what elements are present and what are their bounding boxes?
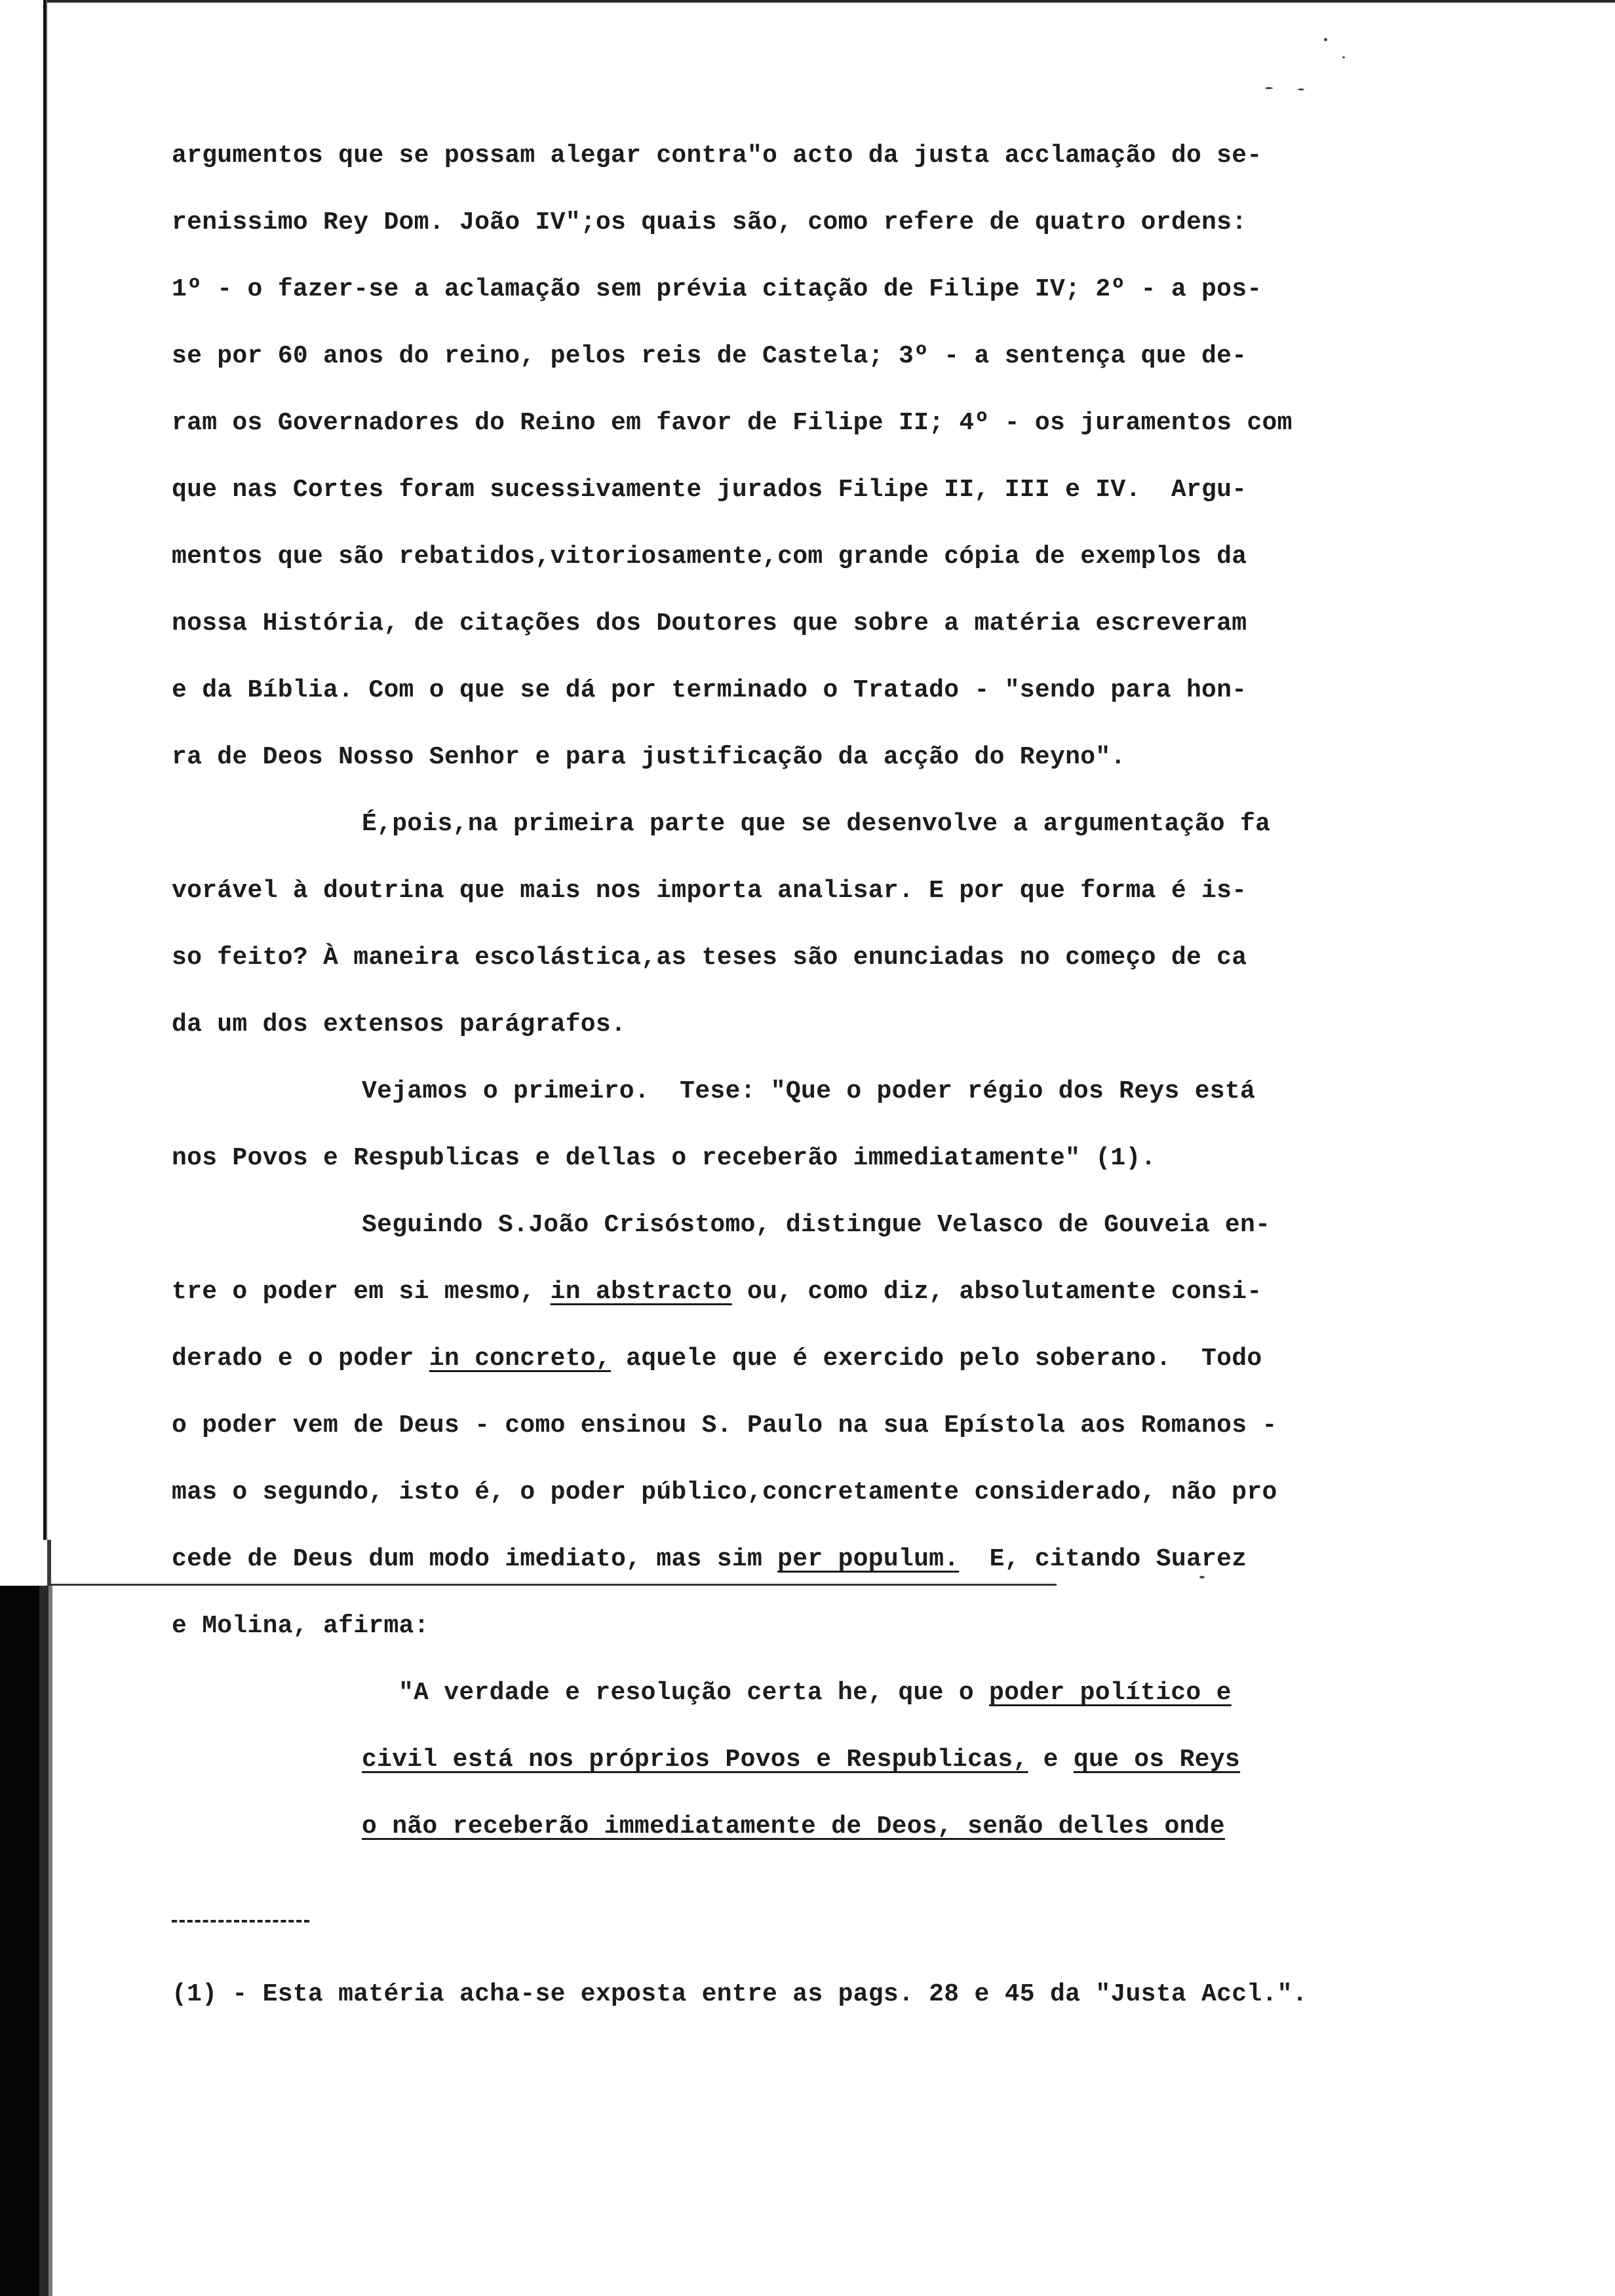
- underlined-phrase: per populum.: [777, 1545, 960, 1573]
- text-line: e da Bíblia. Com o que se dá por terminado o Tratado - "sendo para hon-: [172, 676, 1247, 704]
- text-line: que nas Cortes foram sucessivamente jurados Filipe II, III e IV. Argu-: [172, 476, 1247, 504]
- text-line: 1º - o fazer-se a aclamação sem prévia citação de Filipe IV; 2º - a pos-: [172, 275, 1262, 303]
- text-line: mentos que são rebatidos,vitoriosamente,com grande cópia de exemplos da: [172, 543, 1247, 571]
- text-span: derado e o poder: [172, 1345, 429, 1373]
- text-span: ou, como diz, absolutamente consi-: [731, 1278, 1262, 1306]
- text-line: ra de Deos Nosso Senhor e para justificação da acção do Reyno".: [172, 743, 1126, 771]
- text-span: E, citando Suarez: [959, 1545, 1247, 1573]
- text-line: É,pois,na primeira parte que se desenvolve a argumentação fa: [362, 810, 1271, 838]
- text-span: "A verdade e resolução certa he, que o: [399, 1679, 990, 1707]
- text-line: [172, 1276, 1262, 1308]
- text-line: nossa História, de citações dos Doutores que sobre a matéria escreveram: [172, 609, 1247, 638]
- text-line: e Molina, afirma:: [172, 1612, 429, 1640]
- text-line: Vejamos o primeiro. Tese: "Que o poder régio dos Reys está: [362, 1077, 1256, 1105]
- text-line: se por 60 anos do reino, pelos reis de Castela; 3º - a sentença que de-: [172, 342, 1247, 370]
- text-line: nos Povos e Respublicas e dellas o receberão immediatamente" (1).: [172, 1144, 1156, 1172]
- text-line: da um dos extensos parágrafos.: [172, 1010, 627, 1039]
- text-line: renissimo Rey Dom. João IV";os quais são, como refere de quatro ordens:: [172, 208, 1247, 237]
- text-line: [172, 1544, 1247, 1575]
- text-line: mas o segundo, isto é, o poder público,concretamente considerado, não pro: [172, 1478, 1277, 1506]
- text-line: ram os Governadores do Reino em favor de Filipe II; 4º - os juramentos com: [172, 409, 1293, 437]
- footnote-separator: [172, 1920, 309, 1925]
- underlined-phrase: in abstracto: [550, 1278, 732, 1306]
- underlined-phrase: in concreto,: [429, 1345, 612, 1373]
- text-line: o poder vem de Deus - como ensinou S. Paulo na sua Epístola aos Romanos -: [172, 1411, 1277, 1440]
- underlined-phrase: poder político e: [989, 1679, 1232, 1707]
- footnote: (1) - Esta matéria acha-se exposta entre as pags. 28 e 45 da "Justa Accl.".: [172, 1980, 1308, 2008]
- text-span: cede de Deus dum modo imediato, mas sim: [172, 1545, 778, 1573]
- text-line: Seguindo S.João Crisóstomo, distingue Velasco de Gouveia en-: [362, 1211, 1271, 1239]
- text-span: tre o poder em si mesmo,: [172, 1278, 551, 1306]
- text-span: aquele que é exercido pelo soberano. Todo: [611, 1345, 1262, 1373]
- text-line: vorável à doutrina que mais nos importa analisar. E por que forma é is-: [172, 877, 1247, 905]
- underlined-phrase: que os Reys: [1073, 1746, 1241, 1774]
- text-line: [172, 1343, 1262, 1375]
- text-span: e: [1028, 1746, 1074, 1774]
- text-line: argumentos que se possam alegar contra"o acto da justa acclamação do se-: [172, 142, 1262, 170]
- underlined-phrase: civil está nos próprios Povos e Respublicas,: [362, 1746, 1028, 1774]
- text-line: so feito? À maneira escolástica,as teses são enunciadas no começo de ca: [172, 944, 1247, 972]
- underlined-phrase: o não receberão immediatamente de Deos, senão delles onde: [362, 1812, 1225, 1841]
